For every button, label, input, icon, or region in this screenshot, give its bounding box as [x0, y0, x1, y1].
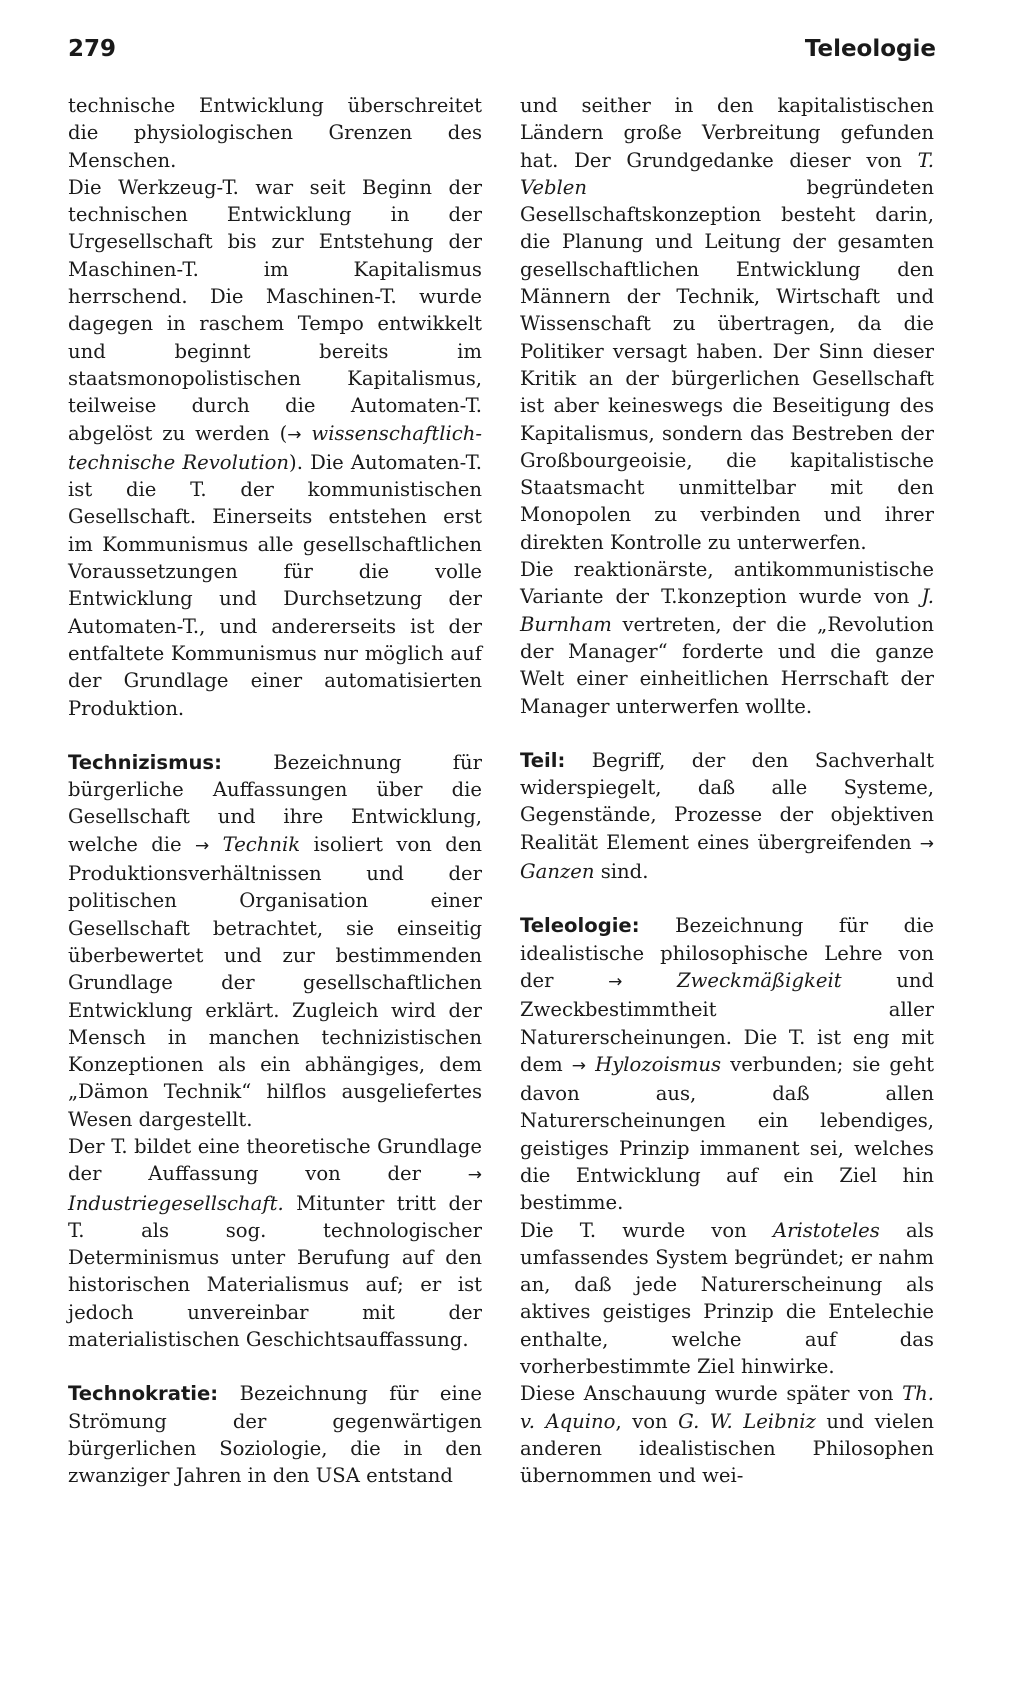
headword: Technizismus: [68, 750, 222, 774]
paragraph-text: technische Entwicklung überschreitet die physiologischen Grenzen des Menschen. [68, 94, 482, 172]
entry-text: verbunden; sie geht davon aus, daß allen Naturerscheinungen ein lebendiges, geistiges Prinzip immanent sei, welches die Entwicklung auf ein Ziel hin bestimme. [520, 1052, 934, 1215]
entry-technokratie-continuation [520, 92, 934, 556]
entry-teleologie-paragraph-2 [520, 1217, 934, 1381]
entry-text: Die T. wurde von [520, 1218, 773, 1242]
right-column [520, 92, 934, 1490]
page-number: 279 [68, 36, 117, 62]
entry-text: Bezeichnung für die idealistische philosophische Lehre von der [520, 914, 934, 992]
person-name: J. Burnham [520, 585, 934, 636]
paragraph-continuation [68, 92, 482, 174]
entry-text: als umfassendes System begründet; er nahm an, daß jede Naturerscheinung als aktives geistiges Prinzip die Entelechie enthalte, welche auf das vorherbestimmte Ziel hinwirke. [520, 1218, 934, 1379]
cross-reference-term: Industriegesellschaft. [68, 1191, 284, 1215]
person-name: G. W. Leibniz [678, 1409, 816, 1433]
entry-text: Der T. bildet eine theoretische Grundlage der Auffassung von der [68, 1134, 482, 1186]
entry-text: Bezeichnung für bürgerliche Auffassungen über die Gesellschaft und ihre Entwicklung, welche die [68, 750, 482, 856]
entry-teleologie-paragraph-3 [520, 1380, 934, 1489]
entry-text: Begriff, der den Sachverhalt widerspiegelt, daß alle Systeme, Gegenstände, Prozesse der objektiven Realität Element eines übergreifenden [520, 748, 934, 854]
entry-text: vertreten, der die „Revolution der Manager“ forderte und die ganze Welt einer einheitlichen Herrschaft der Manager unterwerfen wollte. [520, 612, 934, 718]
paragraph-text: Die Werkzeug-T. war seit Beginn der technischen Entwicklung in der Urgesellschaft bis zur Entstehung der Maschinen-T. im Kapitalismus herrschend. Die Maschinen-T. wurde dagegen in raschem Tempo entwikkelt und beginnt bereits im staatsmonopolistischen Kapitalismus, teilweise durch die Automaten-T. abgelöst zu werden ( [68, 175, 482, 445]
entry-text: Mitunter tritt der T. als sog. technologischer Determinismus unter Berufung auf den historischen Materialismus auf; er ist jedoch unvereinbar mit der materialistischen Geschichtsauffassung. [68, 1191, 482, 1352]
cross-reference-arrow-icon: → [608, 971, 623, 992]
entry-teleologie [520, 912, 934, 1216]
cross-reference-term: wissenschaftlich-technische Revolution [68, 421, 482, 474]
cross-reference-arrow-icon: → [467, 1165, 482, 1186]
entry-technokratie-paragraph-2 [520, 556, 934, 720]
cross-reference-term: Technik [222, 832, 301, 856]
person-name: Th. v. Aquino [520, 1382, 934, 1433]
entry-technokratie [68, 1380, 482, 1489]
cross-reference-arrow-icon: → [919, 833, 934, 854]
person-name: T. Veblen [520, 148, 934, 199]
entry-text: Diese Anschauung wurde später von [520, 1382, 903, 1406]
paragraph-technik-types [68, 174, 482, 722]
running-head: Teleologie [804, 36, 936, 62]
cross-reference-term: Ganzen [520, 860, 595, 884]
paragraph-text: ). Die Automaten-T. ist die T. der kommunistischen Gesellschaft. Einerseits entstehen erst im Kommunismus alle gesellschaftlichen Voraussetzungen für die volle Entwicklung und Durchsetzung der Automaten-T., und andererseits ist der entfaltete Kommunismus nur möglich auf der Grundlage einer automatisierten Produktion. [68, 450, 483, 720]
entry-text: sind. [594, 860, 649, 884]
entry-technizismus [68, 749, 482, 1133]
entry-text: Bezeichnung für eine Strömung der gegenwärtigen bürgerlichen Soziologie, die in den zwanziger Jahren in den USA entstand [68, 1382, 482, 1488]
entry-text: Die reaktionärste, antikommunistische Variante der T.konzeption wurde von [520, 558, 934, 609]
headword: Teil: [520, 748, 566, 772]
headword: Technokratie: [68, 1382, 219, 1406]
cross-reference-arrow-icon: → [287, 424, 302, 445]
entry-text: , von [615, 1409, 679, 1433]
person-name: Aristoteles [772, 1218, 880, 1242]
entry-text: und vielen anderen idealistischen Philosophen übernommen und wei- [520, 1409, 934, 1488]
entry-teil [520, 747, 934, 885]
cross-reference-term: Zweckmäßigkeit [677, 968, 842, 992]
entry-text: und Zweckbestimmtheit aller Naturerscheinungen. Die T. ist eng mit dem [520, 968, 935, 1076]
entry-text: und seither in den kapitalistischen Ländern große Verbreitung gefunden hat. Der Grundgedanke dieser von [520, 94, 934, 172]
cross-reference-arrow-icon: → [195, 835, 210, 856]
cross-reference-arrow-icon: → [571, 1055, 587, 1076]
headword: Teleologie: [520, 914, 640, 938]
entry-text: begründeten Gesellschaftskonzeption besteht darin, die Planung und Leitung der gesamten gesellschaftlichen Entwicklung den Männern der Technik, Wirtschaft und Wissenschaft zu übertragen, da die Politiker versagt haben. Der Sinn dieser Kritik an der bürgerlichen Gesellschaft ist aber keineswegs die Beseitigung des Kapitalismus, sondern das Bestreben der Großbourgeoisie, die kapitalistische Staatsmacht unmittelbar mit den Monopolen zu verbinden und ihrer direkten Kontrolle zu unterwerfen. [520, 175, 934, 554]
left-column [68, 92, 482, 1490]
entry-technizismus-paragraph-2 [68, 1133, 482, 1353]
entry-text: isoliert von den Produktionsverhältnissen und der politischen Organisation einer Gesellschaft betrachtet, sie einseitig überbewertet und zur bestimmenden Grundlage der gesellschaftlichen Entwicklung erklärt. Zugleich wird der Mensch in manchen technizistischen Konzeptionen als ein abhängiges, dem „Dämon Technik“ hilflos ausgeliefertes Wesen dargestellt. [68, 832, 483, 1131]
cross-reference-term: Hylozoismus [595, 1052, 722, 1076]
